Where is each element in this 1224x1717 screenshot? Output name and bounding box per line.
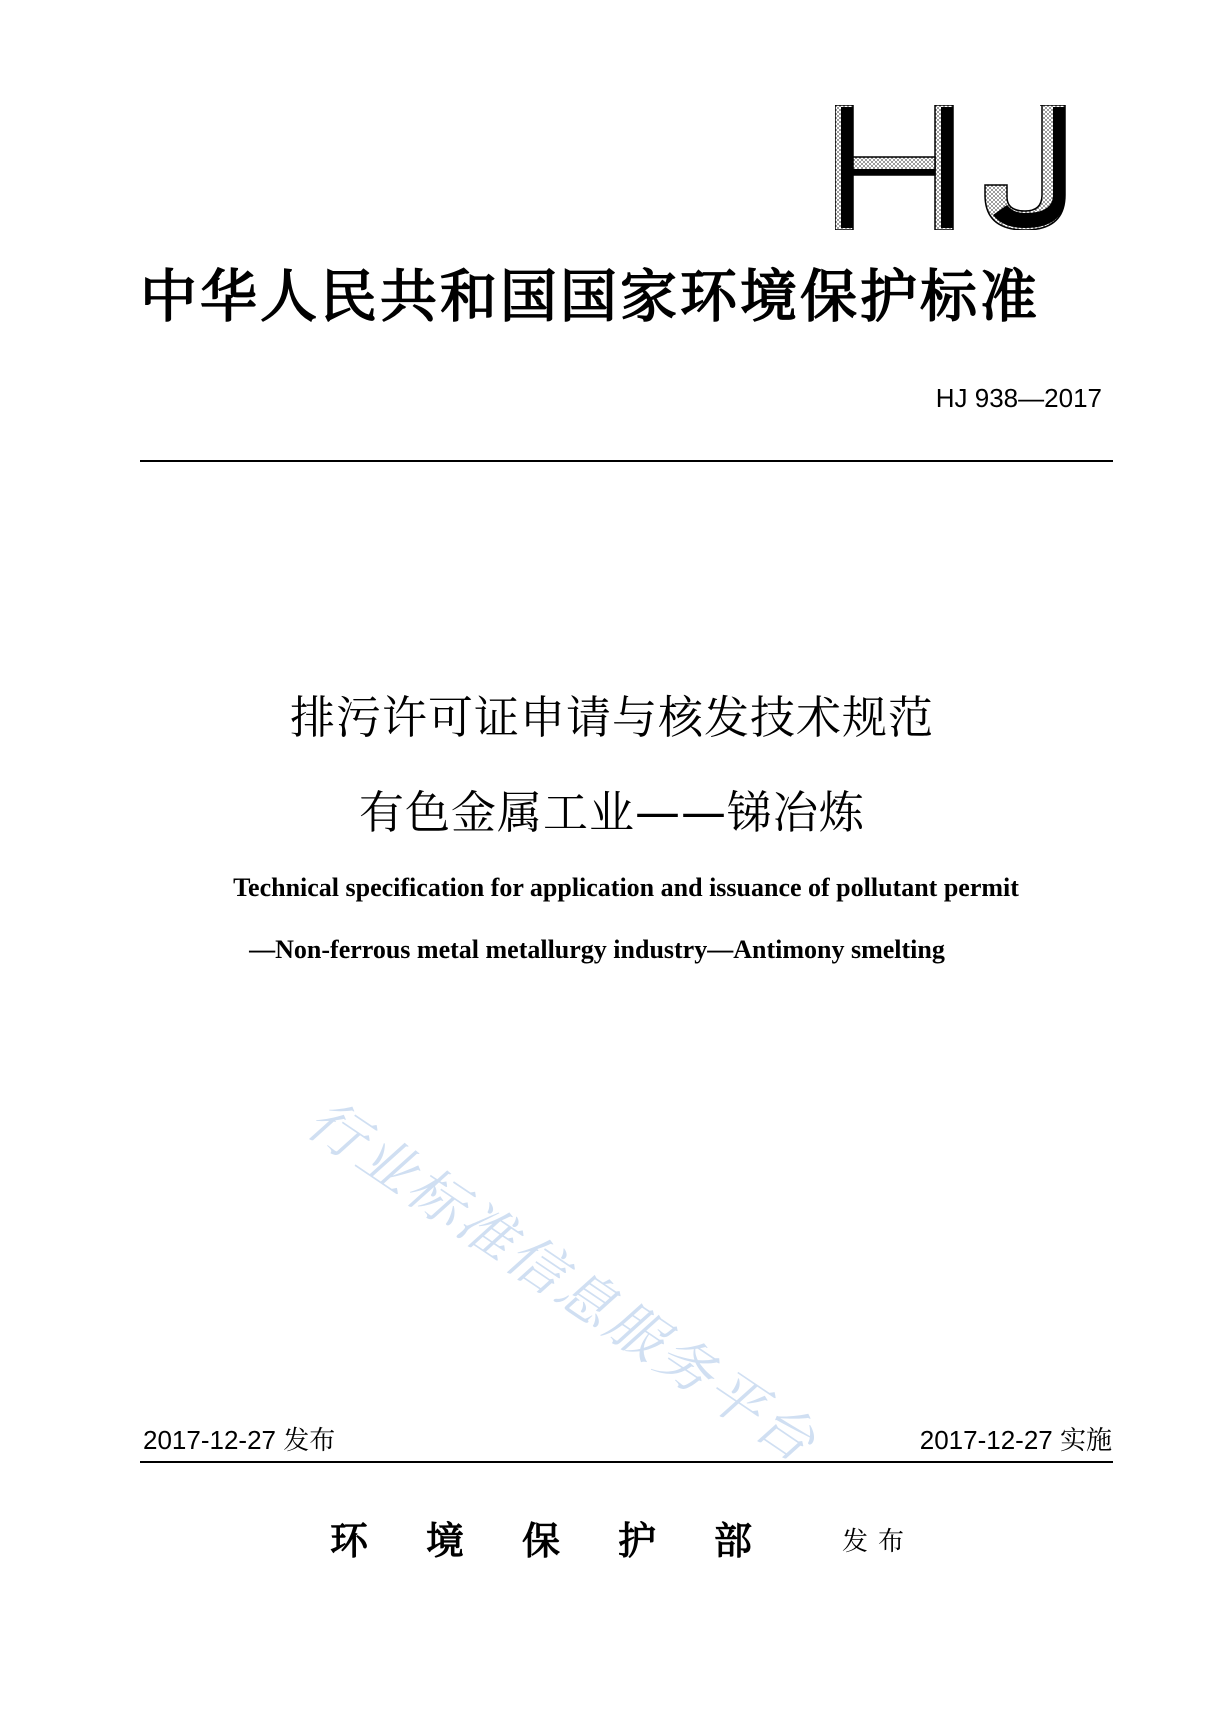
english-title-line-2: —Non-ferrous metal metallurgy industry—Antimony smelting: [249, 935, 945, 964]
issuing-ministry: 环境保护部: [330, 1518, 811, 1563]
standard-number: HJ 938—2017: [935, 383, 1102, 413]
watermark: 行业标准信息服务平台: [295, 1087, 830, 1477]
implementation-date: 2017-12-27 实施: [919, 1425, 1112, 1455]
chinese-title-line-2: 有色金属工业——锑冶炼: [358, 786, 865, 839]
chinese-title-line-1: 排污许可证申请与核发技术规范: [289, 691, 934, 744]
issue-date: 2017-12-27 发布: [143, 1425, 336, 1455]
national-standard-title: 中华人民共和国国家环境保护标准: [140, 263, 1040, 330]
bottom-divider: [140, 1461, 1113, 1463]
top-divider: [140, 460, 1113, 462]
hj-logo: [835, 105, 1080, 230]
english-title-line-1: Technical specification for application and issuance of pollutant permit: [233, 873, 1019, 902]
issuing-suffix: 发布: [842, 1527, 915, 1557]
